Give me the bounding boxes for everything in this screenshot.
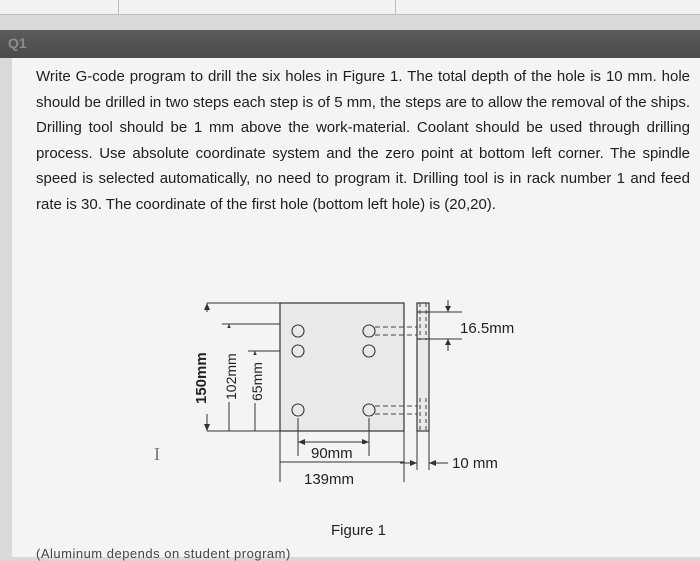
dim-65: 65mm xyxy=(249,362,265,401)
dim-150: 150mm xyxy=(193,352,210,404)
plate-outline xyxy=(280,303,404,431)
side-view-outline xyxy=(417,303,429,431)
text-cursor-icon: I xyxy=(154,444,160,464)
dim-90: 90mm xyxy=(311,445,353,462)
question-number: Q1 xyxy=(8,35,27,51)
dim-10: 10 mm xyxy=(452,455,498,472)
dim-102: 102mm xyxy=(223,353,239,400)
figure-caption: Figure 1 xyxy=(331,522,387,539)
dim-16-5: 16.5mm xyxy=(460,320,515,337)
cut-off-text: (Aluminum depends on student program) xyxy=(36,546,291,561)
question-text: Write G-code program to drill the six holes in Figure 1. The total depth of the hole is 10 mm. hole should be drilled in two steps each step is of 5 mm, the steps are to allow the removal of the ships. Drilling tool should be 1 mm above the work-material. Coolant should be used through drilling process. Use absolute coordinate system and the zero point at bottom left corner. The spindle speed is selected automatically, no need to program it. Drilling tool is in rack number 1 and feed rate is 30. The coordinate of the first hole (bottom left hole) is (20,20). xyxy=(36,68,690,213)
dim-139: 139mm xyxy=(304,471,355,488)
